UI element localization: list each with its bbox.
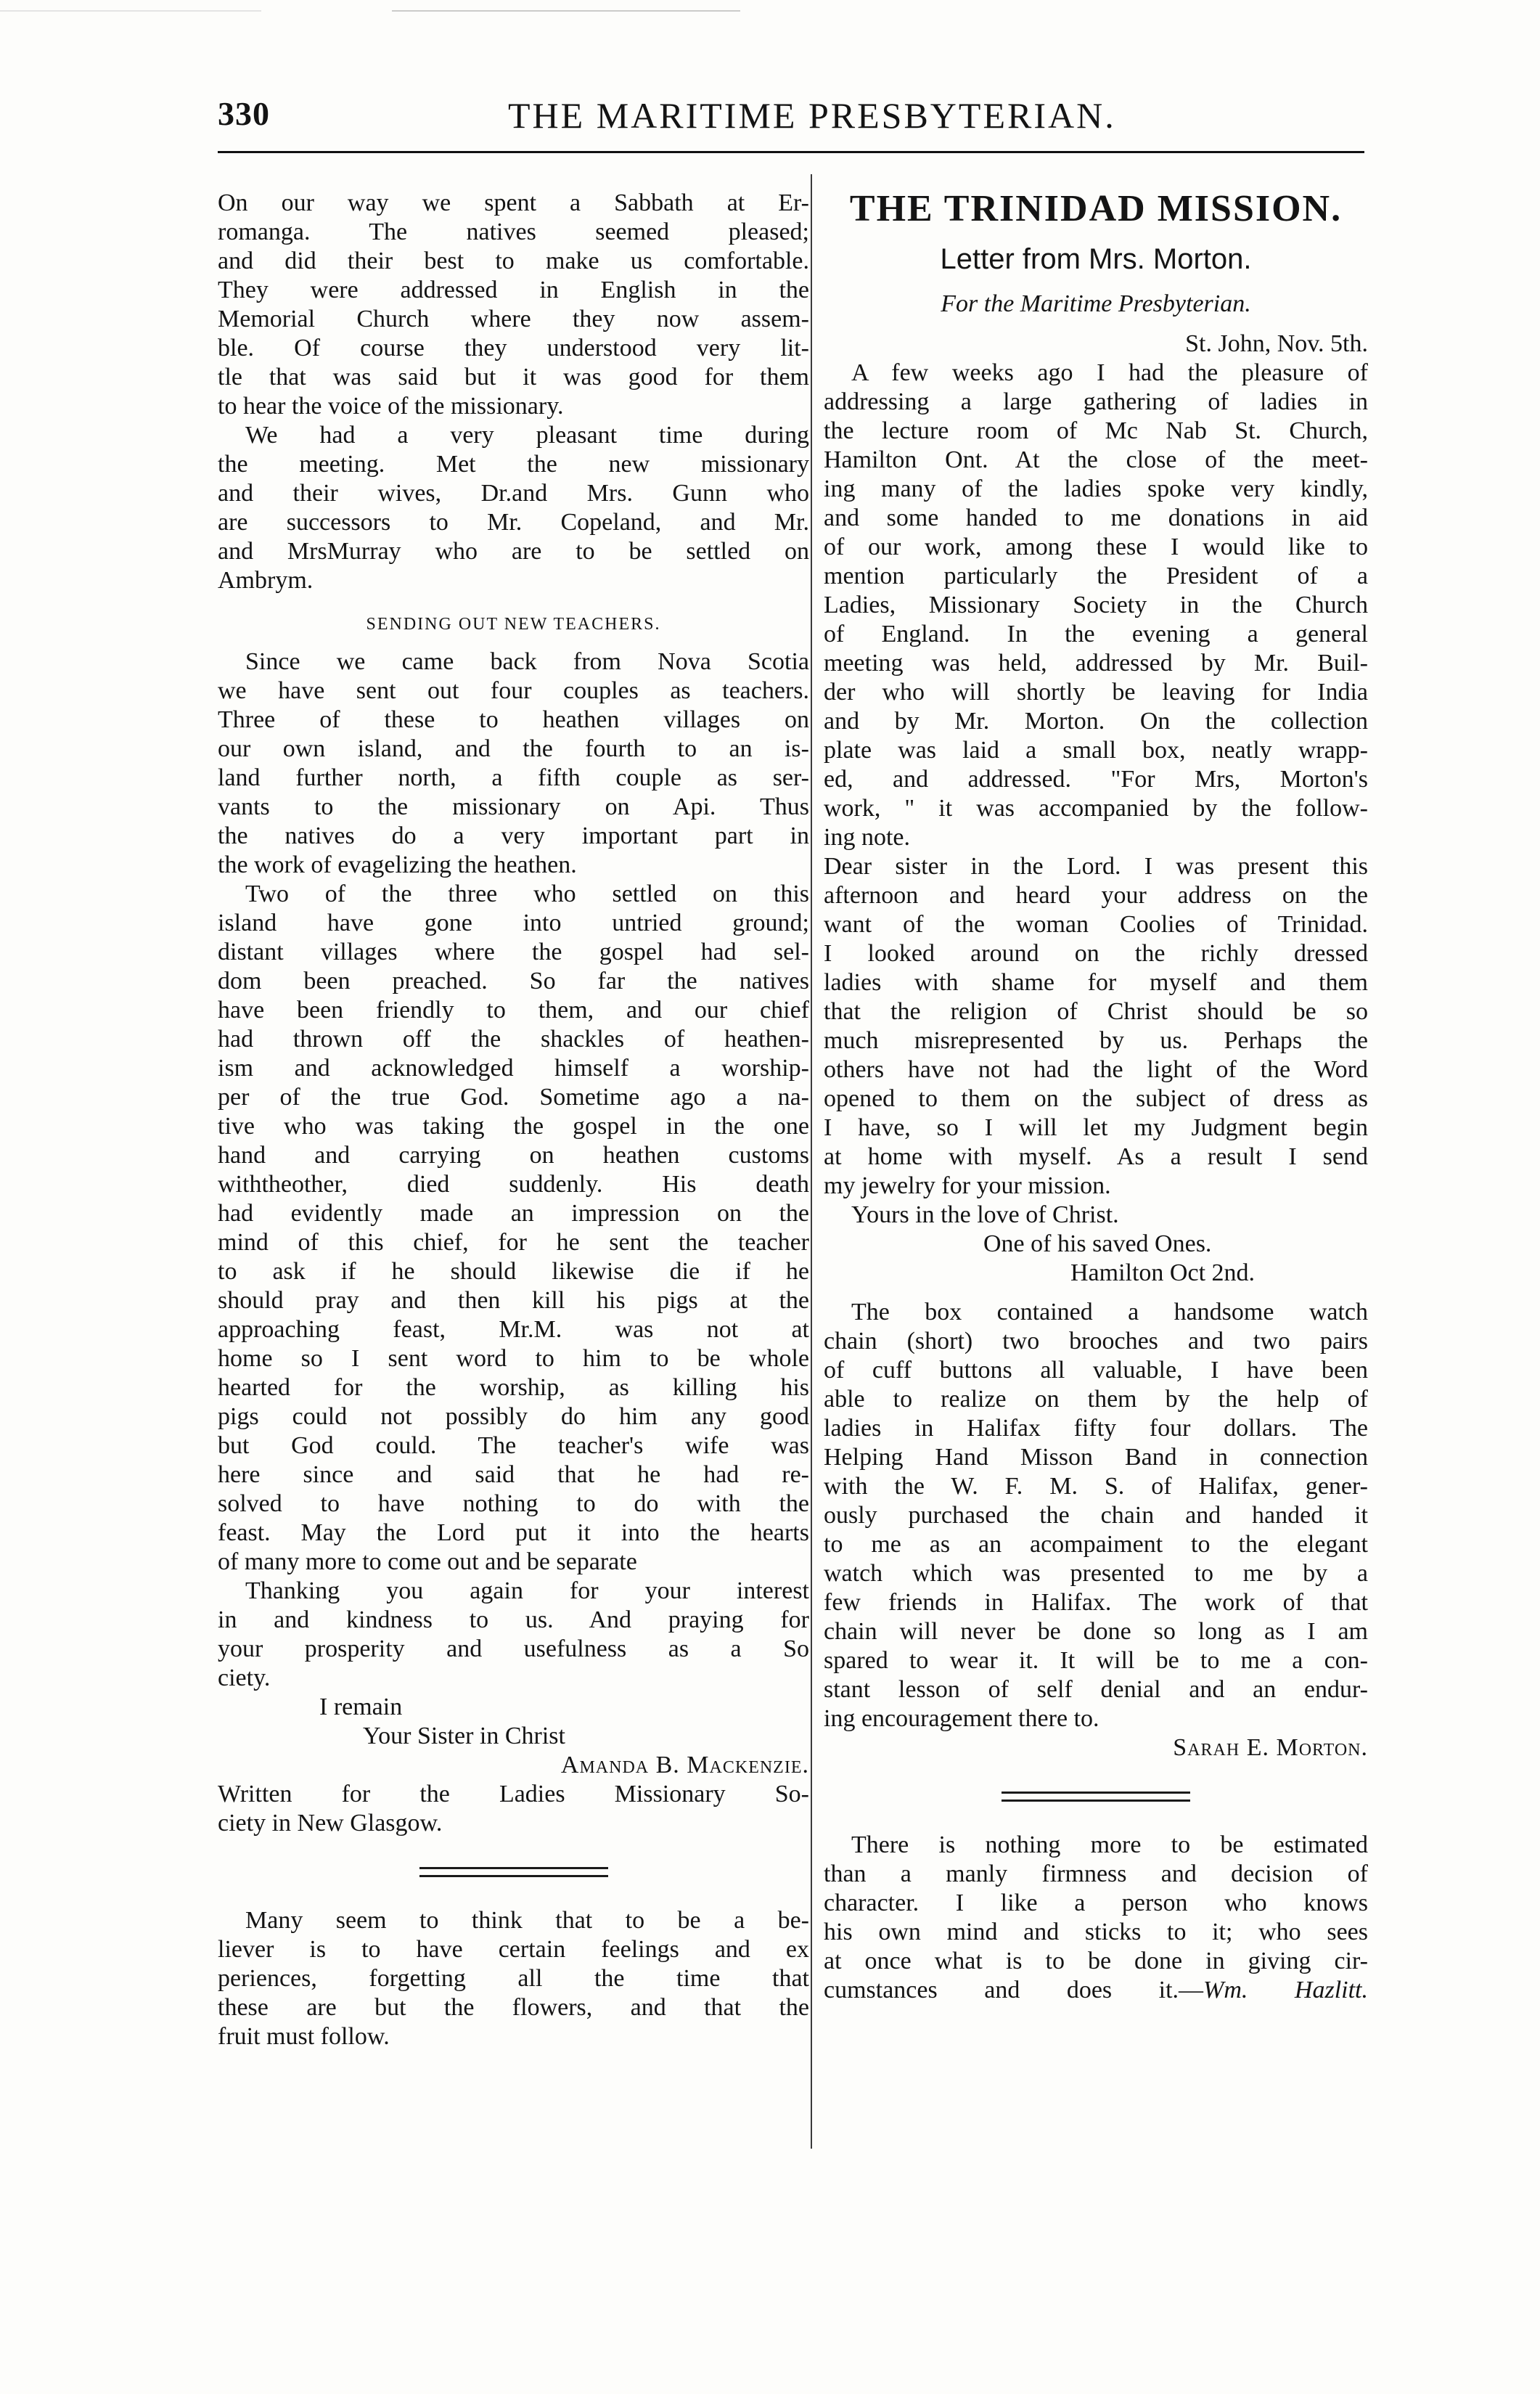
text-line: fruit must follow. xyxy=(218,2023,390,2050)
text-line: and did their best to make us comfortable. xyxy=(218,248,809,274)
text-line: of many more to come out and be separate xyxy=(218,1548,637,1575)
text-line: dom been preached. So far the natives xyxy=(218,968,809,994)
text-line: island have gone into untried ground; xyxy=(218,910,809,936)
text-line: I have, so I will let my Judgment begin xyxy=(824,1114,1368,1141)
text-line: to me as an acompaiment to the elegant xyxy=(824,1531,1368,1558)
text-line: romanga. The natives seemed pleased; xyxy=(218,218,809,245)
text-line: few friends in Halifax. The work of that xyxy=(824,1589,1368,1616)
scan-artifact-line xyxy=(0,10,871,12)
article-byline: For the Maritime Presbyterian. xyxy=(941,290,1251,317)
section-divider xyxy=(1002,1792,1190,1802)
note-closing: Yours in the love of Christ. xyxy=(851,1201,1119,1228)
text-line: hand and carrying on heathen customs xyxy=(218,1142,809,1169)
text-line: and some handed to me donations in aid xyxy=(824,504,1368,531)
text-line: to hear the voice of the missionary. xyxy=(218,393,564,420)
text-line: periences, forgetting all the time that xyxy=(218,1965,809,1992)
note-place-date: Hamilton Oct 2nd. xyxy=(1070,1259,1256,1286)
text-line: Two of the three who settled on this xyxy=(245,881,809,907)
text-line: his own mind and sticks to it; who sees xyxy=(824,1919,1368,1945)
text-line: ing many of the ladies spoke very kindly, xyxy=(824,475,1368,502)
page-number: 330 xyxy=(218,95,270,132)
dateline: St. John, Nov. 5th. xyxy=(1185,330,1368,357)
journal-title: THE MARITIME PRESBYTERIAN. xyxy=(508,95,1116,136)
text-line: but God could. The teacher's wife was xyxy=(218,1432,809,1459)
author-signature: Amanda B. Mackenzie. xyxy=(560,1752,809,1778)
text-line: we have sent out four couples as teachers. xyxy=(218,677,809,704)
right-column xyxy=(824,189,1368,2005)
text-line: Written for the Ladies Missionary So- xyxy=(218,1781,809,1807)
text-line: have been friendly to them, and our chief xyxy=(218,997,809,1024)
text-line: spared to wear it. It will be to me a con- xyxy=(824,1647,1368,1674)
filler-believer xyxy=(218,1906,809,2051)
text-line: to ask if he should likewise die if he xyxy=(218,1258,809,1285)
text-line: the natives do a very important part in xyxy=(218,822,809,849)
text-line: Many seem to think that to be a be- xyxy=(245,1907,809,1934)
quote-last-line xyxy=(824,1976,1368,2005)
text-line: The box contained a handsome watch xyxy=(851,1299,1368,1325)
text-line: Hamilton Ont. At the close of the meet- xyxy=(824,446,1368,473)
paragraph-gap xyxy=(824,1288,1368,1298)
text-line: mention particularly the President of a xyxy=(824,563,1368,589)
text-line: per of the true God. Sometime ago a na- xyxy=(218,1084,809,1111)
text-line: opened to them on the subject of dress as xyxy=(824,1085,1368,1112)
text-line: ing encouragement there to. xyxy=(824,1705,1099,1732)
text-line: vants to the missionary on Api. Thus xyxy=(218,793,809,820)
text-line: tive who was taking the gospel in the one xyxy=(218,1113,809,1140)
section-divider xyxy=(419,1867,608,1877)
text-line: Since we came back from Nova Scotia xyxy=(245,648,809,675)
text-line: that the religion of Christ should be so xyxy=(824,998,1368,1025)
text-line: ously purchased the chain and handed it xyxy=(824,1502,1368,1529)
text-line: here since and said that he had re- xyxy=(218,1461,809,1488)
text-line: the meeting. Met the new missionary xyxy=(218,451,809,478)
text-line: der who will shortly be leaving for India xyxy=(824,679,1368,706)
text-line: chain will never be done so long as I am xyxy=(824,1618,1368,1645)
text-line: feast. May the Lord put it into the hearts xyxy=(218,1519,809,1546)
text-line: and their wives, Dr.and Mrs. Gunn who xyxy=(218,480,809,507)
text-line: character. I like a person who knows xyxy=(824,1890,1368,1916)
text-line: home so I sent word to him to be whole xyxy=(218,1345,809,1372)
section-subheading: SENDING OUT NEW TEACHERS. xyxy=(366,615,661,634)
text-line: of England. In the evening a general xyxy=(824,621,1368,647)
text-line: in and kindness to us. And praying for xyxy=(218,1606,809,1633)
text-line: ism and acknowledged himself a worship- xyxy=(218,1055,809,1082)
text-line: Helping Hand Misson Band in connection xyxy=(824,1444,1368,1471)
text-line: watch which was presented to me by a xyxy=(824,1560,1368,1587)
text-line: I looked around on the richly dressed xyxy=(824,940,1368,967)
text-line: these are but the flowers, and that the xyxy=(218,1994,809,2021)
text-line: ing note. xyxy=(824,824,910,851)
article-subtitle: Letter from Mrs. Morton. xyxy=(940,243,1252,275)
article-trinidad-letter xyxy=(824,359,1368,1762)
text-line: withtheother, died suddenly. His death xyxy=(218,1171,809,1198)
text-line: work, " it was accompanied by the follow- xyxy=(824,795,1368,822)
text-line: of cuff buttons all valuable, I have been xyxy=(824,1357,1368,1384)
text-line: Dear sister in the Lord. I was present this xyxy=(824,853,1368,880)
text-line: approaching feast, Mr.M. was not at xyxy=(218,1316,809,1343)
text-line: On our way we spent a Sabbath at Er- xyxy=(218,189,809,216)
text-line: the work of evagelizing the heathen. xyxy=(218,851,577,878)
text-line: They were addressed in English in the xyxy=(218,277,809,303)
text-line: of our work, among these I would like to xyxy=(824,534,1368,560)
text-line: should pray and then kill his pigs at the xyxy=(218,1287,809,1314)
text-line: able to realize on them by the help of xyxy=(824,1386,1368,1413)
text-line: ble. Of course they understood very lit- xyxy=(218,335,809,361)
text-line: stant lesson of self denial and an endur- xyxy=(824,1676,1368,1703)
text-line: others have not had the light of the Word xyxy=(824,1056,1368,1083)
text-line: meeting was held, addressed by Mr. Buil- xyxy=(824,650,1368,677)
text-line: my jewelry for your mission. xyxy=(824,1172,1111,1199)
text-line: your prosperity and usefulness as a So xyxy=(218,1635,809,1662)
text-line: There is nothing more to be estimated xyxy=(851,1831,1368,1858)
text-line: ladies with shame for myself and them xyxy=(824,969,1368,996)
page-header xyxy=(218,94,1364,152)
article-title: THE TRINIDAD MISSION. xyxy=(849,188,1343,229)
text-line: We had a very pleasant time during xyxy=(245,422,809,449)
text-line: hearted for the worship, as killing his xyxy=(218,1374,809,1401)
text-line: Thanking you again for your interest xyxy=(245,1577,809,1604)
closing-sister: Your Sister in Christ xyxy=(363,1723,565,1749)
text-line: Three of these to heathen villages on xyxy=(218,706,809,733)
text-line: and MrsMurray who are to be settled on xyxy=(218,538,809,565)
text-line: pigs could not possibly do him any good xyxy=(218,1403,809,1430)
text-line: ed, and addressed. "For Mrs, Morton's xyxy=(824,766,1368,793)
text-line: Memorial Church where they now assem- xyxy=(218,306,809,332)
column-divider xyxy=(811,174,812,2149)
text-line: the lecture room of Mc Nab St. Church, xyxy=(824,417,1368,444)
note-signature: One of his saved Ones. xyxy=(983,1230,1212,1257)
text-line: mind of this chief, for he sent the teacher xyxy=(218,1229,809,1256)
text-line: tle that was said but it was good for them xyxy=(218,364,809,391)
text-line: addressing a large gathering of ladies in xyxy=(824,388,1368,415)
text-line: ciety in New Glasgow. xyxy=(218,1810,443,1837)
quote-author: Wm. Hazlitt. xyxy=(1203,1977,1368,2003)
article-erromanga xyxy=(218,189,809,595)
text-line: Ambrym. xyxy=(218,567,314,594)
text-line: land further north, a fifth couple as ser- xyxy=(218,764,809,791)
author-signature: Sarah E. Morton. xyxy=(1173,1734,1368,1761)
text-line: much misrepresented by us. Perhaps the xyxy=(824,1027,1368,1054)
text-line: ladies in Halifax fifty four dollars. The xyxy=(824,1415,1368,1442)
text-line: plate was laid a small box, neatly wrapp- xyxy=(824,737,1368,764)
text-line: A few weeks ago I had the pleasure of xyxy=(851,359,1368,386)
text-line: our own island, and the fourth to an is- xyxy=(218,735,809,762)
text-line: liever is to have certain feelings and ex xyxy=(218,1936,809,1963)
article-new-teachers xyxy=(218,647,809,1838)
closing-remain: I remain xyxy=(319,1694,403,1720)
filler-hazlitt-quote xyxy=(824,1831,1368,2005)
text-line: at once what is to be done in giving cir- xyxy=(824,1948,1368,1974)
header-rule xyxy=(218,151,1364,153)
left-column xyxy=(218,189,809,2051)
text-line: with the W. F. M. S. of Halifax, gener- xyxy=(824,1473,1368,1500)
text-line: want of the woman Coolies of Trinidad. xyxy=(824,911,1368,938)
text-line: than a manly firmness and decision of xyxy=(824,1860,1368,1887)
text-line: ciety. xyxy=(218,1664,271,1691)
text-line: are successors to Mr. Copeland, and Mr. xyxy=(218,509,809,536)
text-line: solved to have nothing to do with the xyxy=(218,1490,809,1517)
text-line: and by Mr. Morton. On the collection xyxy=(824,708,1368,735)
text-line: distant villages where the gospel had sel- xyxy=(218,939,809,965)
text-line: had evidently made an impression on the xyxy=(218,1200,809,1227)
text-line: had thrown off the shackles of heathen- xyxy=(218,1026,809,1053)
text-line: chain (short) two brooches and two pairs xyxy=(824,1328,1368,1355)
text-line: at home with myself. As a result I send xyxy=(824,1143,1368,1170)
text-line: afternoon and heard your address on the xyxy=(824,882,1368,909)
text-segment: cumstances and does it.— xyxy=(824,1977,1204,2003)
text-line: Ladies, Missionary Society in the Church xyxy=(824,592,1368,618)
